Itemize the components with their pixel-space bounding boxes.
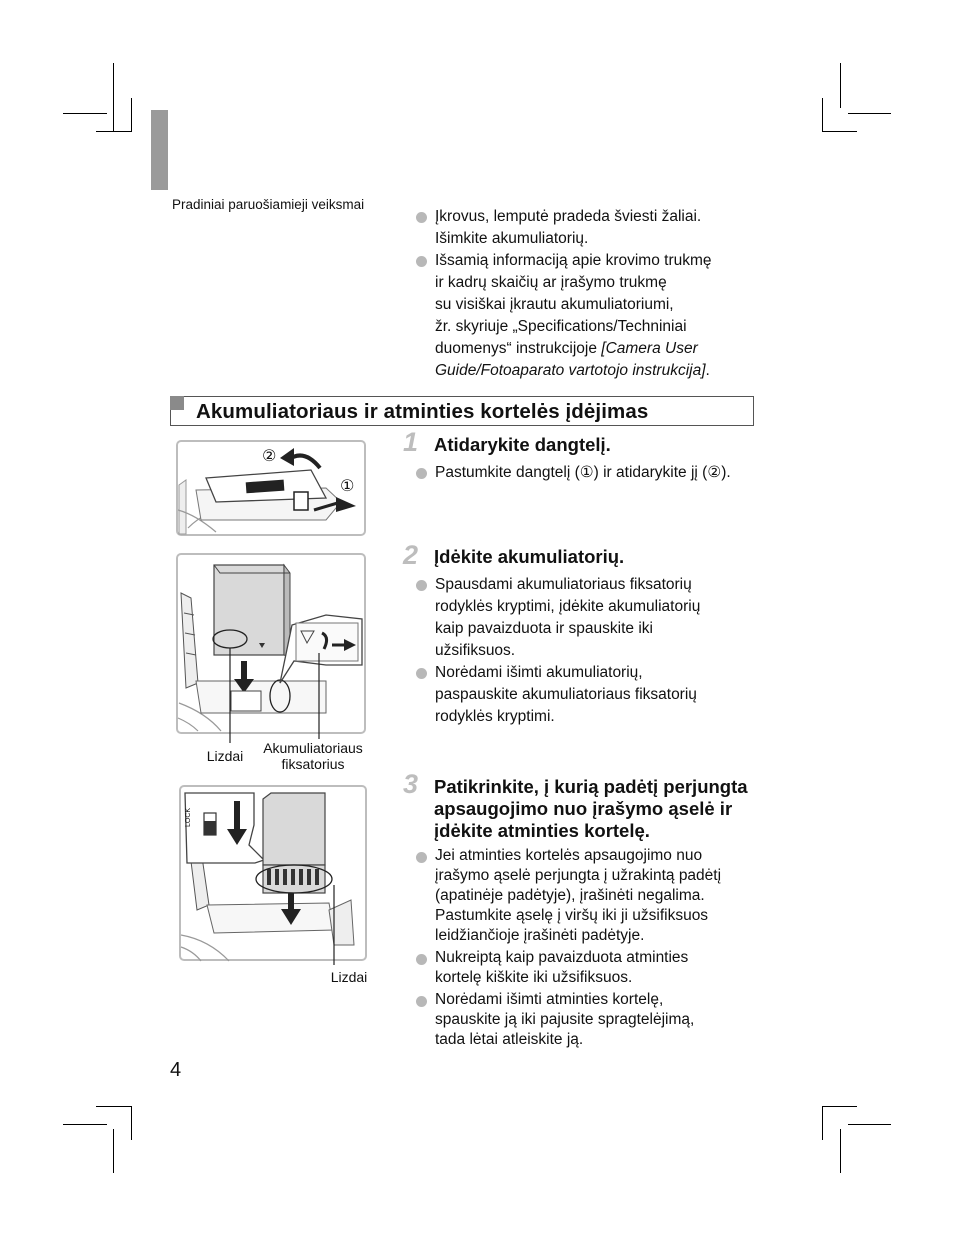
bullet-text: .: [705, 362, 710, 379]
list-item: [416, 846, 761, 946]
section-title: Pradiniai paruošiamieji veiksmai: [172, 197, 365, 212]
step-title: Atidarykite dangtelį.: [434, 434, 611, 455]
bullet-text: su visiškai įkrautu akumuliatoriumi,: [435, 296, 674, 313]
bullet-text: rodyklės kryptimi.: [435, 708, 555, 725]
bullet-text: Norėdami išimti akumuliatorių,: [435, 664, 643, 681]
step-title: Įdėkite akumuliatorių.: [434, 546, 625, 567]
label-slots: Lizdai: [206, 748, 244, 764]
intro-bullet-list: [416, 206, 756, 382]
step-number: 2: [403, 540, 419, 570]
bullet-text: Norėdami išimti atminties kortelę,: [435, 991, 664, 1008]
crop-mark: [822, 1106, 823, 1140]
crop-mark: [96, 1106, 132, 1107]
marker-1: ①: [340, 478, 355, 495]
bullet-text: Nukreiptą kaip pavaizduota atminties: [435, 949, 689, 966]
bullet-text: Jei atminties kortelės apsaugojimo nuo: [435, 847, 703, 864]
crop-mark: [822, 98, 823, 132]
crop-mark: [840, 63, 841, 108]
section-tab-bar: [151, 110, 168, 190]
bullet-text: užsifiksuos.: [435, 642, 516, 659]
bullet-text: Išsamią informaciją apie krovimo trukmę: [435, 252, 712, 269]
crop-mark: [848, 1124, 891, 1125]
step-number: 3: [403, 769, 419, 799]
label-card-slot: Lizdai: [330, 969, 368, 985]
bullet-text: Įkrovus, lemputė pradeda šviesti žaliai.: [435, 208, 702, 225]
figure-insert-battery: [176, 553, 366, 773]
bullet-text: įrašymo ąselė perjungta į užrakintą padėtį: [435, 867, 722, 884]
list-item: [416, 662, 761, 728]
page-number: 4: [170, 1059, 182, 1081]
bullet-text: paspauskite akumuliatoriaus fiksatorių: [435, 686, 697, 703]
crop-mark: [131, 1106, 132, 1140]
list-item: [416, 574, 761, 662]
figure-insert-card: [179, 785, 369, 990]
crop-mark: [113, 1129, 114, 1173]
step-bullet-list: [416, 846, 761, 1050]
bullet-text: kortelę kiškite iki užsifiksuos.: [435, 969, 633, 986]
bullet-text: žr. skyriuje „Specifications/Techniniai: [435, 318, 687, 335]
bullet-text: Pastumkite ąselę į viršų iki ji užsifiksuos: [435, 907, 709, 924]
step-title-line: Patikrinkite, į kurią padėtį perjungta: [434, 776, 748, 797]
step-title-line: įdėkite atminties kortelę.: [434, 820, 650, 841]
crop-mark: [131, 98, 132, 132]
bullet-text: leidžiančioje įrašinėti padėtyje.: [435, 927, 645, 944]
crop-mark: [822, 131, 857, 132]
crop-mark: [822, 1106, 857, 1107]
heading-marker: [170, 396, 184, 410]
bullet-text: duomenys“ instrukcijoje: [435, 340, 602, 357]
marker-2: ②: [262, 448, 277, 465]
step-title-line: apsaugojimo nuo įrašymo ąselė ir: [434, 798, 733, 819]
list-item: [416, 948, 761, 988]
crop-mark: [840, 1129, 841, 1173]
lock-text: LOCK: [185, 807, 192, 827]
figure-open-cover: [176, 440, 366, 536]
bullet-text: Išimkite akumuliatorių.: [435, 230, 589, 247]
step-title: [434, 776, 748, 842]
bullet-text-italic: Guide/Fotoaparato vartotojo instrukcija]: [435, 362, 706, 379]
bullet-text: (apatinėje padėtyje), įrašinėti negalima.: [435, 887, 705, 904]
label-battery-lock-line1: Akumuliatoriaus: [263, 740, 363, 756]
label-battery-lock-line2: fiksatorius: [281, 756, 345, 772]
list-item: [416, 250, 756, 382]
memory-card-illustration: [179, 785, 369, 990]
list-item: [416, 990, 761, 1050]
bullet-text: tada lėtai atleiskite ją.: [435, 1031, 584, 1048]
step-bullet-list: [416, 574, 761, 728]
bullet-text-italic: [Camera User: [601, 340, 698, 357]
bullet-text: kaip pavaizduota ir spauskite iki: [435, 620, 653, 637]
bullet-text: ir kadrų skaičių ar įrašymo trukmę: [435, 274, 667, 291]
section-heading: Akumuliatoriaus ir atminties kortelės įdėjimas: [196, 400, 649, 423]
crop-mark: [848, 113, 891, 114]
bullet-text: Spausdami akumuliatoriaus fiksatorių: [435, 576, 692, 593]
bullet-text: Pastumkite dangtelį (①) ir atidarykite jį (②).: [435, 464, 731, 481]
step-bullet-list: [416, 462, 761, 484]
bullet-text: rodyklės kryptimi, įdėkite akumuliatorių: [435, 598, 701, 615]
crop-mark: [63, 1124, 107, 1125]
crop-mark: [63, 113, 107, 114]
bullet-text: spauskite ją iki pajusite spragtelėjimą,: [435, 1011, 695, 1028]
crop-mark: [96, 131, 132, 132]
list-item: [416, 462, 761, 484]
step-number: 1: [403, 427, 419, 457]
list-item: [416, 206, 756, 250]
crop-mark: [113, 63, 114, 132]
